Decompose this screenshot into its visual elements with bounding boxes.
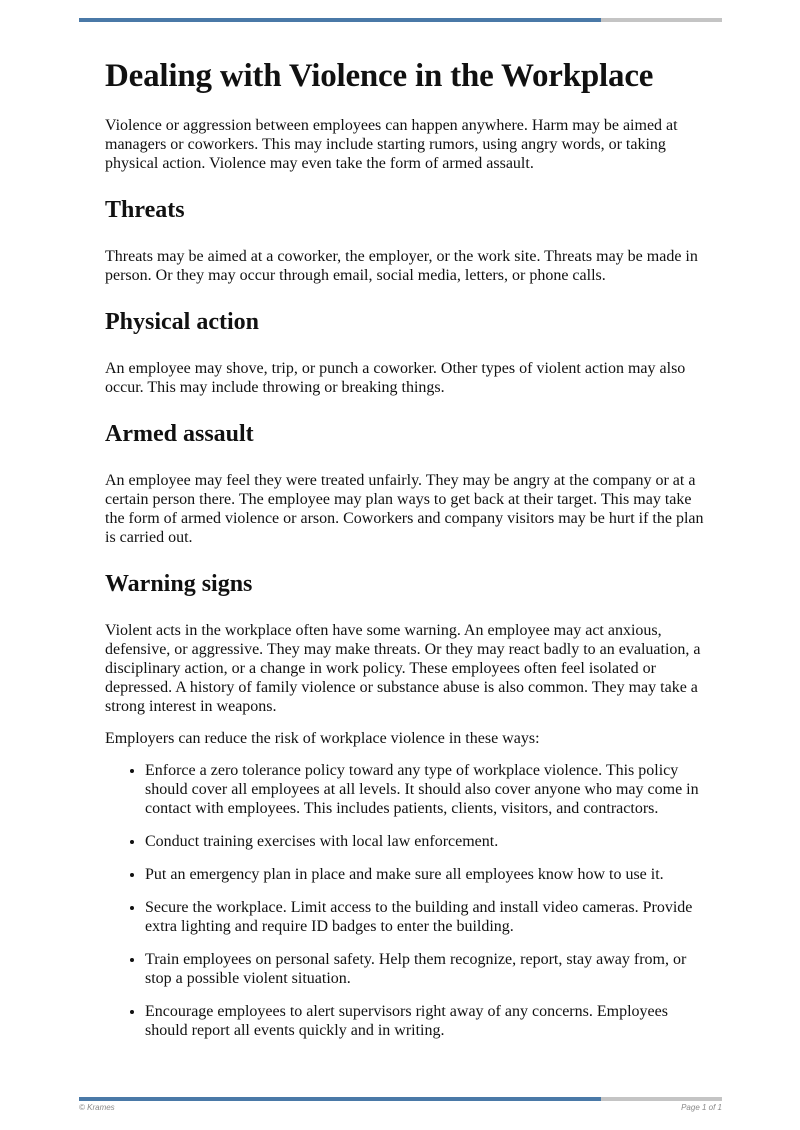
list-item: • Enforce a zero tolerance policy toward any type of workplace violence. This policy should cover all employees at all levels. It should also cover anyone who may come in contact with employees. This includes patients, clients, visitors, and contractors. <box>145 761 705 818</box>
paragraph-armed-assault: An employee may feel they were treated unfairly. They may be angry at the company or at a certain person there. The employee may plan ways to get back at their target. This may take the form of armed violence or arson. Coworkers and company visitors may be hurt if the plan is carried out. <box>105 472 704 546</box>
bottom-rule-gray <box>601 1097 722 1101</box>
heading-threats: Threats <box>105 197 185 223</box>
paragraph-employers: Employers can reduce the risk of workplace violence in these ways: <box>105 730 540 747</box>
list-item: • Conduct training exercises with local law enforcement. <box>145 832 705 851</box>
bottom-rule-blue <box>79 1097 601 1101</box>
paragraph-warning-signs: Violent acts in the workplace often have some warning. An employee may act anxious, defensive, or aggressive. They may make threats. Or they may react badly to an evaluation, a disciplinary action, or a change in work policy. These employees often feel isolated or depressed. A history of family violence or substance abuse is also common. They may take a strong interest in weapons. <box>105 622 701 715</box>
list-item: • Secure the workplace. Limit access to the building and install video cameras. Provide extra lighting and require ID badges to enter the building. <box>145 898 705 936</box>
bottom-rule <box>79 1097 722 1101</box>
heading-warning-signs: Warning signs <box>105 571 253 597</box>
list-item: • Put an emergency plan in place and make sure all employees know how to use it. <box>145 865 705 884</box>
list-item: • Train employees on personal safety. Help them recognize, report, stay away from, or stop a possible violent situation. <box>145 950 705 988</box>
paragraph-physical-action: An employee may shove, trip, or punch a coworker. Other types of violent action may also occur. This may include throwing or breaking things. <box>105 360 686 396</box>
intro-paragraph: Violence or aggression between employees can happen anywhere. Harm may be aimed at managers or coworkers. This may include starting rumors, using angry words, or taking physical action. Violence may even take the form of armed assault. <box>105 117 678 172</box>
page-title: Dealing with Violence in the Workplace <box>105 58 654 94</box>
top-rule <box>79 18 722 22</box>
footer-copyright: © Krames <box>79 1103 115 1112</box>
top-rule-gray <box>601 18 722 22</box>
heading-armed-assault: Armed assault <box>105 421 254 447</box>
prevention-list <box>105 761 705 1040</box>
document-body <box>105 56 705 1054</box>
list-item: • Encourage employees to alert supervisors right away of any concerns. Employees should report all events quickly and in writing. <box>145 1002 705 1040</box>
top-rule-blue <box>79 18 601 22</box>
footer-page-number: Page 1 of 1 <box>681 1103 722 1112</box>
page-footer <box>79 1103 722 1112</box>
paragraph-threats: Threats may be aimed at a coworker, the employer, or the work site. Threats may be made in person. Or they may occur through email, social media, letters, or phone calls. <box>105 248 698 284</box>
heading-physical-action: Physical action <box>105 309 259 335</box>
